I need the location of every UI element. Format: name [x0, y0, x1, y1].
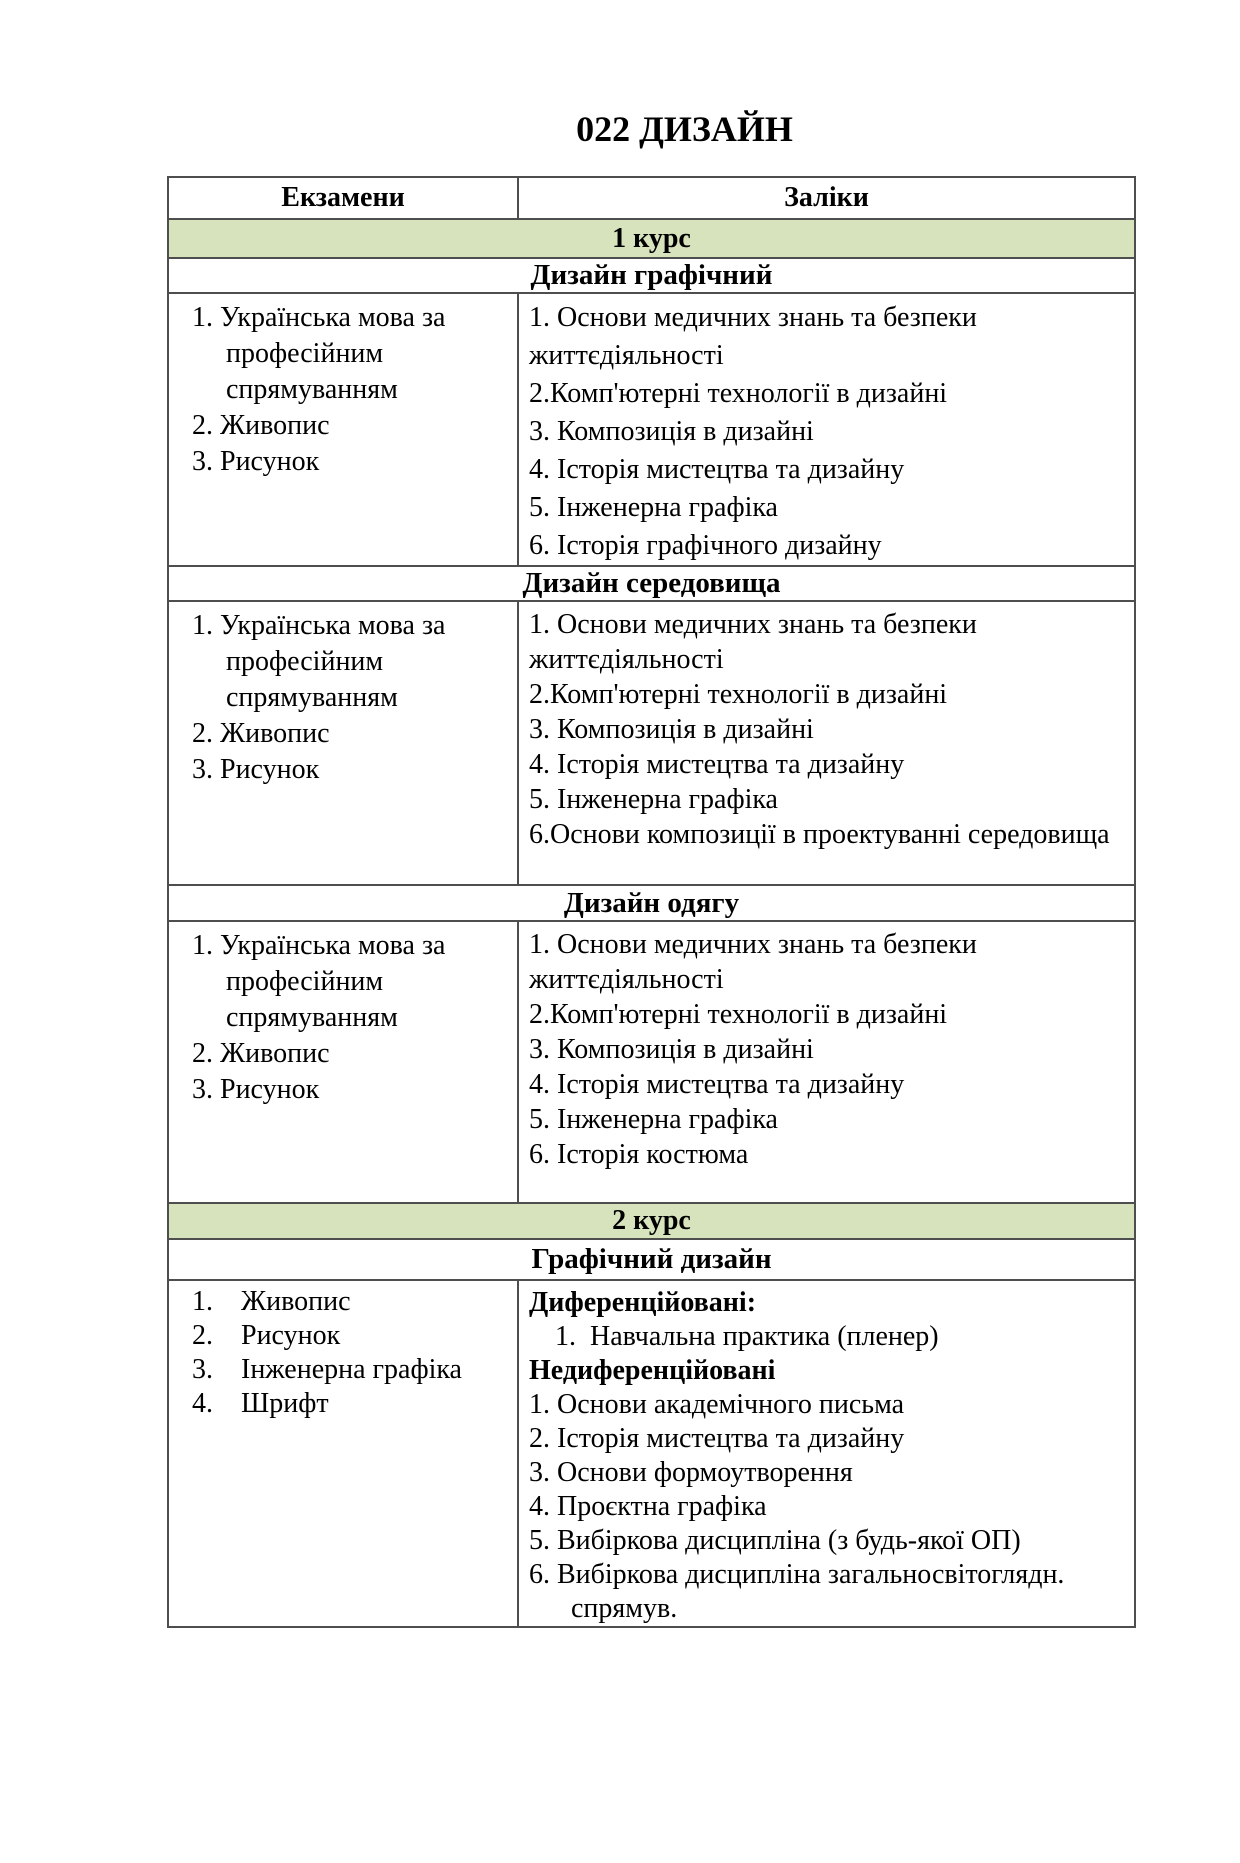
exam-item: 3. Рисунок	[192, 1074, 320, 1105]
credit-item: 1. Навчальна практика (пленер)	[555, 1321, 939, 1352]
exam-item: 4. Шрифт	[192, 1388, 329, 1419]
credit-item: 4. Історія мистецтва та дизайну	[529, 1069, 905, 1100]
exam-item: 3. Рисунок	[192, 754, 320, 785]
exam-item: 1. Українська мова за професійним спрямуванням	[192, 610, 446, 713]
credit-item: 3. Основи формоутворення	[529, 1457, 853, 1488]
credit-item: 5. Інженерна графіка	[529, 784, 778, 815]
column-header-credits: Заліки	[517, 178, 1134, 218]
credit-item: 6. Історія графічного дизайну	[529, 530, 882, 561]
exam-item: 3. Інженерна графіка	[192, 1354, 462, 1385]
exam-list	[169, 294, 517, 565]
credit-item: 5. Інженерна графіка	[529, 1104, 778, 1135]
credit-list	[517, 922, 1134, 1202]
credit-item: 2. Історія мистецтва та дизайну	[529, 1423, 905, 1454]
credit-item: 6. Історія костюма	[529, 1139, 749, 1170]
credit-item: 1. Основи медичних знань та безпеки життєдіяльності	[529, 609, 977, 675]
program-content-environment-design	[169, 600, 1134, 884]
program-title-clothing-design: Дизайн одягу	[169, 884, 1134, 920]
curriculum-table	[167, 176, 1136, 1628]
credit-item: 4. Історія мистецтва та дизайну	[529, 749, 905, 780]
credit-item: 3. Композиція в дизайні	[529, 1034, 814, 1065]
credit-item: 1. Основи академічного письма	[529, 1389, 905, 1420]
credit-list	[517, 1281, 1134, 1626]
credit-item: 3. Композиція в дизайні	[529, 416, 814, 447]
program-title-graphic-design: Дизайн графічний	[169, 257, 1134, 292]
course-band-2: 2 курс	[169, 1202, 1134, 1238]
credit-item: 6.Основи композиції в проектуванні середовища	[529, 819, 1110, 850]
credit-item: 5. Вибіркова дисципліна (з будь-якої ОП)	[529, 1525, 1021, 1556]
page-title: 022 ДИЗАЙН	[576, 109, 793, 149]
exam-item: 3. Рисунок	[192, 446, 320, 477]
credit-item: 1. Основи медичних знань та безпеки життєдіяльності	[529, 929, 977, 995]
program-content-graphic-design-2	[169, 1279, 1134, 1626]
exam-item: 1. Українська мова за професійним спрямуванням	[192, 930, 446, 1033]
credit-group-label-differentiated: Диференційовані:	[529, 1287, 757, 1318]
credit-item: 2.Комп'ютерні технології в дизайні	[529, 679, 948, 710]
exam-item: 1. Українська мова за професійним спрямуванням	[192, 302, 446, 405]
exam-item: 2. Живопис	[192, 1038, 330, 1069]
credit-item: 4. Історія мистецтва та дизайну	[529, 454, 905, 485]
credit-item: 5. Інженерна графіка	[529, 492, 778, 523]
program-title-graphic-design-2: Графічний дизайн	[169, 1238, 1134, 1279]
program-content-clothing-design	[169, 920, 1134, 1202]
exam-item: 2. Живопис	[192, 718, 330, 749]
exam-item: 1. Живопис	[192, 1286, 351, 1317]
exam-list	[169, 922, 517, 1202]
credit-list	[517, 602, 1134, 884]
credit-item: 2.Комп'ютерні технології в дизайні	[529, 999, 948, 1030]
credit-item: 6. Вибіркова дисципліна загальносвітоглядн. спрямув.	[529, 1559, 1065, 1624]
column-header-row	[169, 178, 1134, 218]
credit-item: 4. Проєктна графіка	[529, 1491, 767, 1522]
program-content-graphic-design	[169, 292, 1134, 565]
credit-item: 2.Комп'ютерні технології в дизайні	[529, 378, 948, 409]
exam-item: 2. Живопис	[192, 410, 330, 441]
exam-list	[169, 602, 517, 884]
credit-list	[517, 294, 1134, 565]
course-band-1: 1 курс	[169, 218, 1134, 257]
credit-item: 1. Основи медичних знань та безпеки життєдіяльності	[529, 302, 977, 371]
exam-item: 2. Рисунок	[192, 1320, 341, 1351]
program-title-environment-design: Дизайн середовища	[169, 565, 1134, 600]
credit-item: 3. Композиція в дизайні	[529, 714, 814, 745]
exam-list	[169, 1281, 517, 1626]
credit-group-label-undifferentiated: Недиференційовані	[529, 1355, 776, 1386]
column-header-exams: Екзамени	[281, 182, 405, 213]
